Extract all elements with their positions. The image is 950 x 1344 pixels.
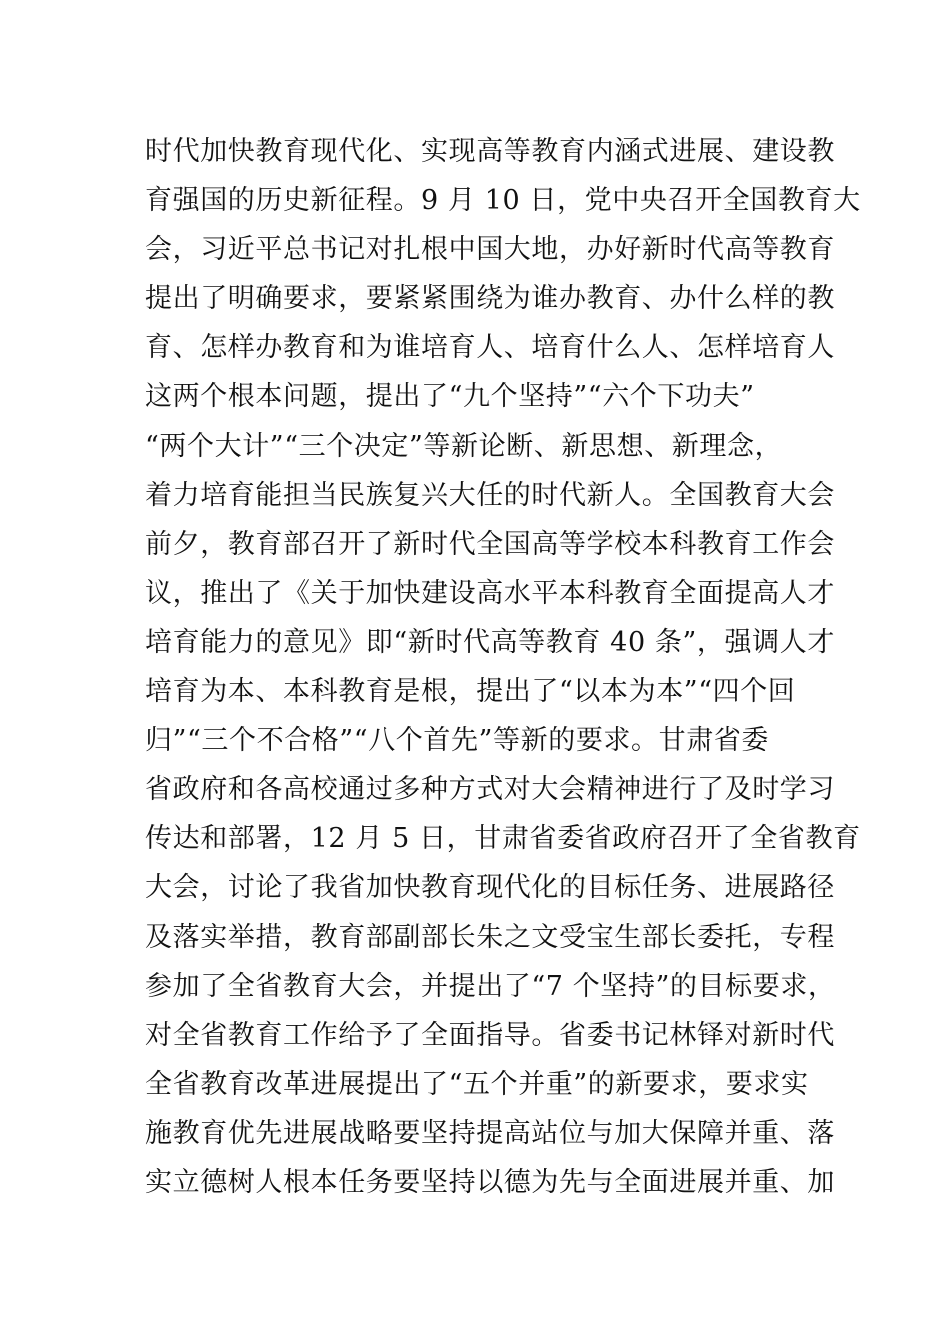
text-line: 对全省教育工作给予了全面指导。省委书记林铎对新时代	[145, 1019, 835, 1051]
text-line: 传达和部署，12 月 5 日，甘肃省委省政府召开了全省教育	[145, 823, 861, 855]
body-text	[145, 127, 861, 1207]
text-line: “两个大计”“三个决定”等新论断、新思想、新理念，	[145, 430, 783, 462]
text-line: 大会，讨论了我省加快教育现代化的目标任务、进展路径	[145, 872, 835, 904]
text-line: 培育能力的意见》即“新时代高等教育 40 条”，强调人才	[145, 626, 835, 658]
text-line: 培育为本、本科教育是根，提出了“以本为本”“四个回	[145, 676, 796, 708]
text-line: 归”“三个不合格”“八个首先”等新的要求。甘肃省委	[145, 725, 770, 757]
text-line: 这两个根本问题，提出了“九个坚持”“六个下功夫”	[145, 381, 755, 413]
text-line: 前夕，教育部召开了新时代全国高等学校本科教育工作会	[145, 528, 835, 560]
text-line: 育、怎样办教育和为谁培育人、培育什么人、怎样培育人	[145, 332, 835, 364]
text-line: 着力培育能担当民族复兴大任的时代新人。全国教育大会	[145, 479, 835, 511]
text-line: 施教育优先进展战略要坚持提高站位与加大保障并重、落	[145, 1117, 835, 1149]
text-line: 实立德树人根本任务要坚持以德为先与全面进展并重、加	[145, 1166, 835, 1198]
text-line: 省政府和各高校通过多种方式对大会精神进行了及时学习	[145, 774, 835, 806]
text-line: 及落实举措，教育部副部长朱之文受宝生部长委托，专程	[145, 921, 835, 953]
text-line: 会，习近平总书记对扎根中国大地，办好新时代高等教育	[145, 234, 835, 266]
text-line: 议，推出了《关于加快建设高水平本科教育全面提高人才	[145, 577, 835, 609]
text-line: 提出了明确要求，要紧紧围绕为谁办教育、办什么样的教	[145, 283, 835, 315]
text-line: 参加了全省教育大会，并提出了“7 个坚持”的目标要求，	[145, 970, 836, 1002]
text-line: 全省教育改革进展提出了“五个并重”的新要求，要求实	[145, 1068, 809, 1100]
text-line: 育强国的历史新征程。9 月 10 日，党中央召开全国教育大	[145, 185, 861, 217]
text-line: 时代加快教育现代化、实现高等教育内涵式进展、建设教	[145, 136, 835, 167]
